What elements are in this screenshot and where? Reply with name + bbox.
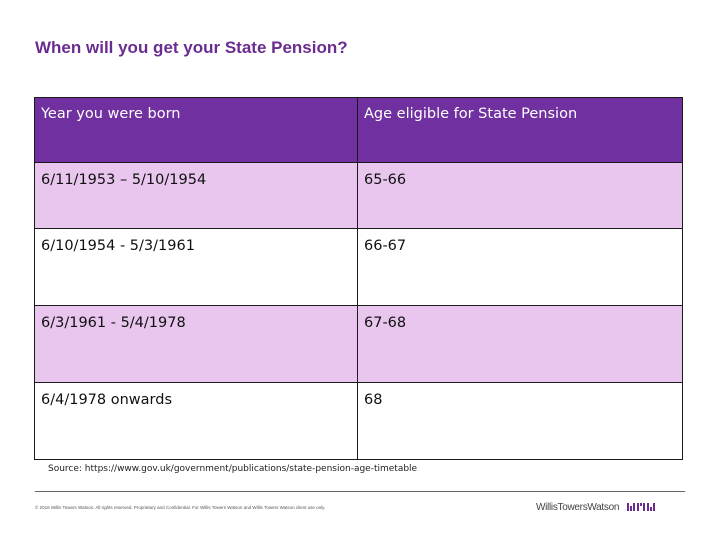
cell-eligible-age: 66-67 (358, 229, 683, 306)
table-header-row (35, 98, 683, 163)
brand-wordmark: WillisTowersWatson (536, 502, 620, 513)
table-row (35, 229, 683, 306)
cell-birth-range: 6/4/1978 onwards (35, 383, 358, 460)
cell-birth-range: 6/3/1961 - 5/4/1978 (35, 306, 358, 383)
column-header-eligible-age: Age eligible for State Pension (358, 98, 683, 163)
page-title: When will you get your State Pension? (35, 38, 348, 57)
table-row (35, 163, 683, 229)
table-row (35, 306, 683, 383)
source-note: Source: https://www.gov.uk/government/publications/state-pension-age-timetable (48, 464, 418, 474)
table-row (35, 383, 683, 460)
footer-divider (35, 491, 685, 492)
column-header-year-born: Year you were born (35, 98, 358, 163)
footer-copyright: © 2016 Willis Towers Watson. All rights reserved. Proprietary and Confidential. For Willis Towers Watson and Willis Towers Watson client use only. (35, 505, 326, 510)
cell-birth-range: 6/11/1953 – 5/10/1954 (35, 163, 358, 229)
brand-logo-icon (627, 502, 657, 512)
cell-birth-range: 6/10/1954 - 5/3/1961 (35, 229, 358, 306)
cell-eligible-age: 67-68 (358, 306, 683, 383)
cell-eligible-age: 65-66 (358, 163, 683, 229)
pension-age-table (34, 97, 683, 460)
cell-eligible-age: 68 (358, 383, 683, 460)
